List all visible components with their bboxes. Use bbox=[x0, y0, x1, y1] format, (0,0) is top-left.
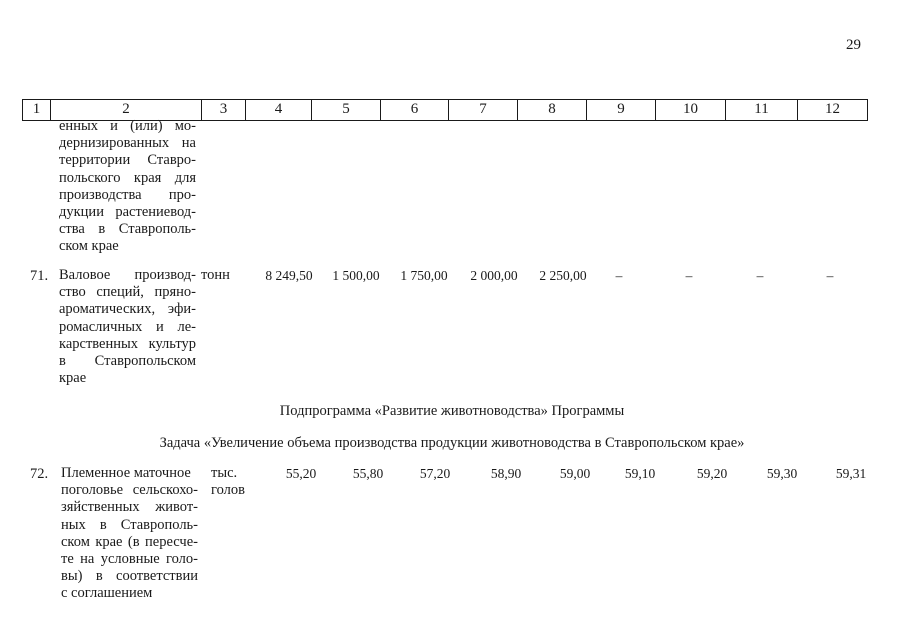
row-71-value-col9: – bbox=[615, 268, 623, 283]
indicator-line: в Ставропольском bbox=[59, 353, 196, 370]
row-71-value-col6: 1 750,00 bbox=[400, 268, 448, 283]
row-71-indicator bbox=[59, 267, 196, 387]
continuation-line: дернизированных на bbox=[59, 135, 196, 152]
row-71-value-col12: – bbox=[826, 268, 834, 283]
header-cell-1: 1 bbox=[23, 100, 51, 120]
header-cell-2: 2 bbox=[51, 100, 202, 120]
row-72-value-col9: 59,10 bbox=[624, 466, 656, 481]
row-71-unit bbox=[201, 267, 230, 284]
indicator-line: вы) в соответствии bbox=[61, 568, 198, 585]
indicator-line: те на условные голо- bbox=[61, 551, 198, 568]
row-72-number: 72. bbox=[30, 466, 49, 482]
row-72-value-col10: 59,20 bbox=[696, 466, 728, 481]
unit-line: тонн bbox=[201, 267, 230, 283]
row-72-value-col5: 55,80 bbox=[352, 466, 384, 481]
continuation-line: территории Ставро- bbox=[59, 152, 196, 169]
page-number: 29 bbox=[846, 37, 861, 53]
row-72-value-col4: 55,20 bbox=[285, 466, 317, 481]
row-71-value-col4: 8 249,50 bbox=[265, 268, 313, 283]
header-cell-10: 10 bbox=[656, 100, 726, 120]
row-72-unit bbox=[211, 465, 245, 499]
indicator-line: ромасличных и ле- bbox=[59, 318, 196, 335]
indicator-line: ароматических, эфи- bbox=[59, 301, 196, 318]
row-71-value-col11: – bbox=[756, 268, 764, 283]
row-72-value-col11: 59,30 bbox=[766, 466, 798, 481]
row-72-value-col6: 57,20 bbox=[419, 466, 451, 481]
continuation-line: дукции растениевод- bbox=[59, 204, 196, 221]
header-cell-5: 5 bbox=[312, 100, 381, 120]
header-cell-11: 11 bbox=[726, 100, 798, 120]
row-71-value-col10: – bbox=[685, 268, 693, 283]
indicator-line: ство специй, пряно- bbox=[59, 284, 196, 301]
row-72-indicator bbox=[61, 465, 198, 603]
header-cell-6: 6 bbox=[381, 100, 449, 120]
indicator-line: Племенное маточное bbox=[61, 465, 191, 481]
header-cell-8: 8 bbox=[518, 100, 587, 120]
header-cell-4: 4 bbox=[246, 100, 312, 120]
row-71-number: 71. bbox=[30, 268, 49, 284]
indicator-line: поголовье сельскохо- bbox=[61, 482, 198, 499]
indicator-line: ском крае (в пересче- bbox=[61, 533, 198, 550]
header-cell-9: 9 bbox=[587, 100, 656, 120]
row-71-value-col8: 2 250,00 bbox=[539, 268, 587, 283]
unit-line: тыс. bbox=[211, 465, 238, 481]
row-72-value-col12: 59,31 bbox=[835, 466, 867, 481]
row-71-value-col5: 1 500,00 bbox=[332, 268, 380, 283]
unit-line: голов bbox=[211, 482, 245, 499]
subprogram-heading: Подпрограмма «Развитие животноводства» Программы bbox=[279, 403, 625, 419]
header-cell-12: 12 bbox=[798, 100, 868, 120]
task-heading: Задача «Увеличение объема производства продукции животноводства в Ставропольском крае» bbox=[159, 435, 745, 451]
indicator-line: крае bbox=[59, 370, 87, 387]
indicator-line: с соглашением bbox=[61, 585, 153, 602]
continuation-line: производства про- bbox=[59, 186, 196, 203]
continuation-line: ства в Ставрополь- bbox=[59, 221, 196, 238]
indicator-line: ных в Ставрополь- bbox=[61, 516, 198, 533]
row-71-value-col7: 2 000,00 bbox=[470, 268, 518, 283]
continuation-text bbox=[59, 118, 196, 256]
continuation-line: польского края для bbox=[59, 169, 196, 186]
continuation-line: енных и (или) мо- bbox=[59, 118, 196, 134]
row-72-value-col7: 58,90 bbox=[490, 466, 522, 481]
continuation-line: ском крае bbox=[59, 238, 119, 255]
header-cell-3: 3 bbox=[202, 100, 246, 120]
indicator-line: Валовое производ- bbox=[59, 267, 196, 283]
indicator-line: зяйственных живот- bbox=[61, 499, 198, 516]
row-72-value-col8: 59,00 bbox=[559, 466, 591, 481]
indicator-line: карственных культур bbox=[59, 335, 196, 352]
header-cell-7: 7 bbox=[449, 100, 518, 120]
